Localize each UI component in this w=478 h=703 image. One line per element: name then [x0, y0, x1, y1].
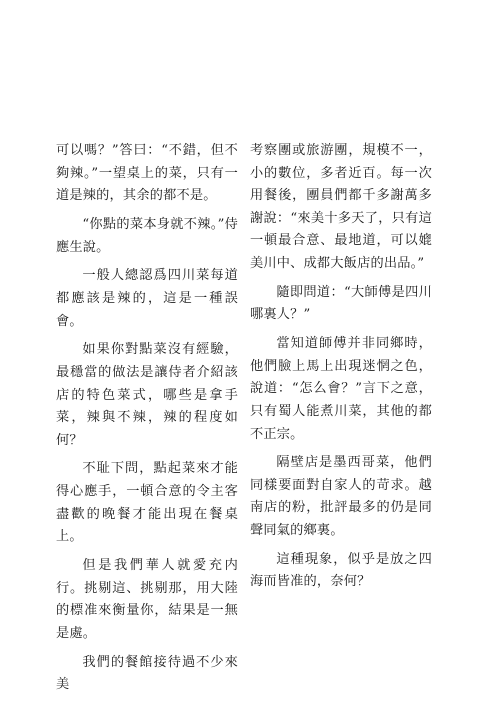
paragraph: 這種現象，似乎是放之四海而皆准的，奈何？: [250, 551, 432, 590]
paragraph: 如果你對點菜沒有經驗，最穩當的做法是讓侍者介紹該店的特色菜式，哪些是拿手菜，辣與不辣，辣的程度如何？: [56, 342, 238, 448]
paragraph: 一般人總認爲四川菜每道都應該是辣的，這是一種誤會。: [56, 268, 238, 329]
paragraph: 隨即問道：“大師傅是四川哪裏人？”: [250, 284, 432, 323]
paragraph: 我們的餐館接待過不少來美: [56, 654, 238, 693]
paragraph: 不耻下問，點起菜來才能得心應手，一頓合意的令主客盡歡的晚餐才能出現在餐桌上。: [56, 461, 238, 545]
paragraph: “你點的菜本身就不辣。”侍應生說。: [56, 216, 238, 255]
right-column: [250, 140, 432, 600]
paragraph: 考察團或旅游團，規模不一，小的數位，多者近百。每一次用餐後，團員們都千多謝萬多謝說：“來美十多天了，只有這一頓最合意、最地道，可以媲美川中、成都大飯店的出品。”: [250, 143, 432, 271]
paragraph: 可以嗎？”答曰：“不錯，但不夠辣。”一望桌上的菜，只有一道是辣的，其余的都不是。: [56, 143, 238, 204]
left-column: [56, 140, 238, 703]
paragraph: 但是我們華人就愛充内行。挑剔這、挑剔那，用大陸的標准來衡量你，結果是一無是處。: [56, 558, 238, 641]
paragraph: 隔壁店是墨西哥菜，他們同樣要面對自家人的苛求。越南店的粉，批評最多的仍是同聲同氣的鄉裏。: [250, 455, 432, 539]
paragraph: 當知道師傅并非同鄉時，他們臉上馬上出現迷惘之色，說道：“怎么會？”言下之意，只有蜀人能煮川菜，其他的都不正宗。: [250, 336, 432, 442]
